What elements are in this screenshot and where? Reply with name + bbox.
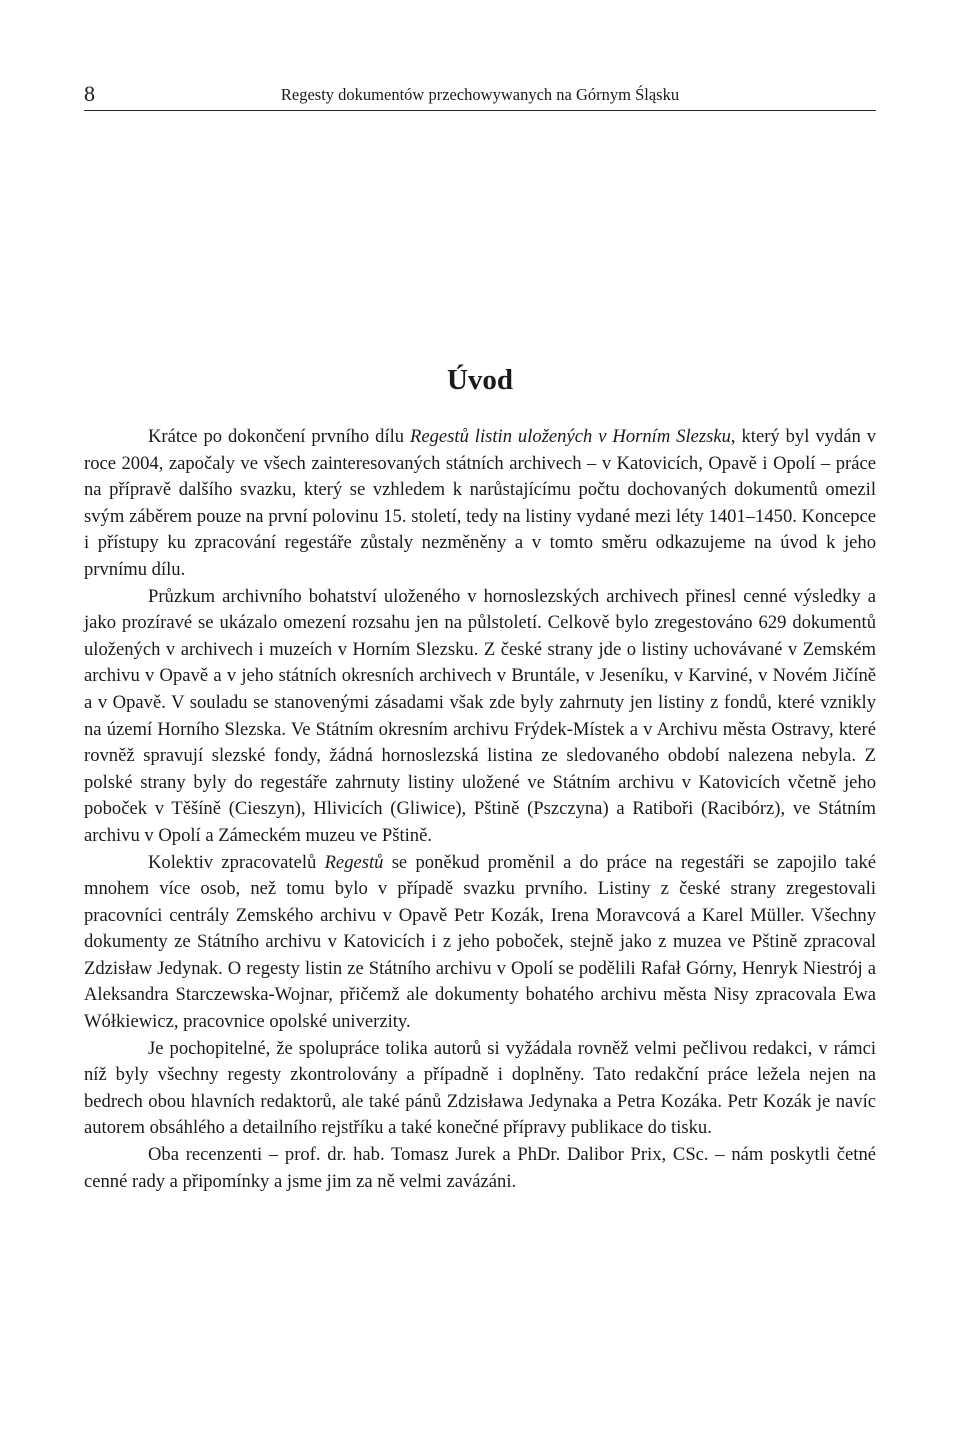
page-header	[84, 80, 876, 111]
italic-run: Regestů listin uložených v Horním Slezsku	[410, 426, 731, 447]
chapter-title: Úvod	[446, 364, 514, 396]
text-run: Kolektiv zpracovatelů	[148, 851, 325, 873]
page-number: 8	[84, 81, 95, 106]
paragraph	[84, 1036, 876, 1142]
text-run: Průzkum archivního bohatství uloženého v hornoslezských archivech přinesl cenné výsledky a jako prozíravé se ukázalo omezení rozsahu jen na půlstoletí. Celkově bylo zregestováno 629 dokumentů uložených v archivech i muzeích v Horním Slezsku. Z české strany jde o listiny uchovávané v Zemském archivu v Opavě a v jeho státních okresních archivech v Bruntále, v Jeseníku, v Karviné, v Novém Jičíně a v Opavě. V souladu se stanovenými zásadami však zde byly zahrnuty jen listiny z fondů, které vznikly na území Horního Slezska. Ve Státním okresním archivu Frýdek-Místek a v Archivu města Ostravy, které rovněž spravují slezské fondy, žádná hornoslezská listina ze sledovaného období nalezena nebyla. Z polské strany byly do regestáře zahrnuty listiny uložené ve Státním archivu v Katovicích včetně jeho poboček v Těšíně (Cieszyn), Hlivicích (Gliwice), Pštině (Pszczyna) a Ratiboři (Racibórz), ve Státním archivu v Opolí a Zámeckém muzeu ve Pštině.	[84, 585, 876, 846]
running-title: Regesty dokumentów przechowywanych na Górnym Śląsku	[280, 85, 680, 104]
text-run: Je pochopitelné, že spolupráce tolika autorů si vyžádala rovněž velmi pečlivou redakci, v rámci níž byly všechny regesty zkontrolovány a případně i doplněny. Tato redakční práce ležela nejen na bedrech obou hlavních redaktorů, ale také pánů Zdzisława Jedynaka a Petra Kozáka. Petr Kozák je navíc autorem obsáhlého a detailního rejstříku a také konečné přípravy publikace do tisku.	[84, 1037, 876, 1139]
italic-run: Regestů	[324, 851, 384, 873]
text-run: se poněkud proměnil a do práce na regestáři se zapojilo také mnohem více osob, než tomu bylo v případě svazku prvního. Listiny z české strany zregestovali pracovníci centrály Zemského archivu v Opavě Petr Kozák, Irena Moravcová a Karel Müller. Všechny dokumenty ze Státního archivu v Katovicích i z jeho poboček, stejně jako z muzea ve Pštině zpracoval Zdzisław Jedynak. O regesty listin ze Státního archivu v Opolí se podělili Rafał Górny, Henryk Niestrój a Aleksandra Starczewska-Wojnar, přičemž ale dokumenty bohatého archivu města Nisy zpracovala Ewa Wółkiewicz, pracovnice opolské univerzity.	[84, 851, 876, 1033]
paragraph	[84, 424, 876, 584]
text-run: , který byl vydán v roce 2004, započaly ve všech zainteresovaných státních archivech – v Katovicích, Opavě i Opolí – práce na přípravě dalšího svazku, který se vzhledem k narůstajícímu počtu dochovaných dokumentů omezil svým záběrem pouze na první polovinu 15. století, tedy na listiny vydané mezi léty 1401–1450. Koncepce i přístupy ku zpracování regestáře zůstaly nezměněny a v tomto směru odkazujeme na úvod k jeho prvnímu dílu.	[84, 426, 876, 580]
paragraph	[84, 584, 876, 850]
paragraph	[84, 850, 876, 1036]
body-text	[84, 424, 876, 1195]
paragraph	[84, 1142, 876, 1195]
text-run: Oba recenzenti – prof. dr. hab. Tomasz Jurek a PhDr. Dalibor Prix, CSc. – nám poskytli četné cenné rady a připomínky a jsme jim za ně velmi zavázáni.	[84, 1144, 876, 1192]
text-run: Krátce po dokončení prvního dílu	[148, 426, 411, 447]
